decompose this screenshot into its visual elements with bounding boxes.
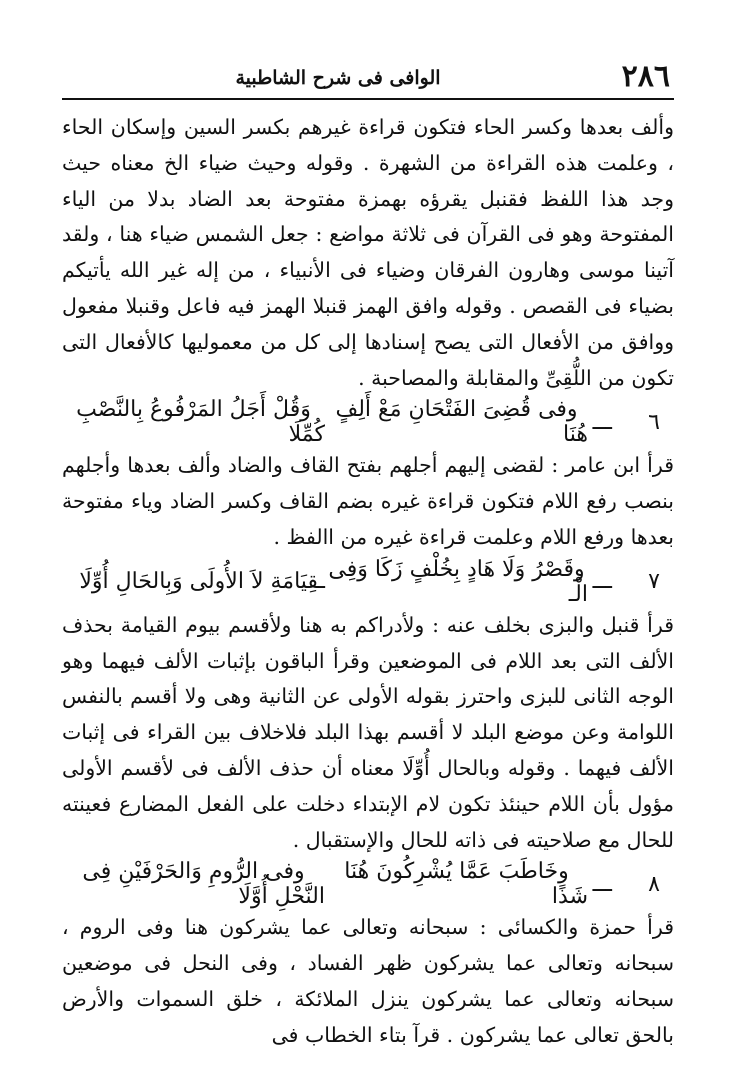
- verse-first-hemistich: وفى قُضِىَ الفَتْحَانِ مَعْ أَلِفٍ هُنَا: [335, 397, 588, 448]
- verse-number: ٦: [648, 409, 660, 435]
- commentary-paragraph: وألف بعدها وكسر الحاء فتكون قراءة غيرهم بكسر السين وإسكان الحاء ، وعلمت هذه القراءة من الشهرة . وقوله وحيث ضياء الخ معناه حيث وجد هذا اللفظ فقنبل يقرؤه بهمزة مفتوحة بعد الضاد بدلا من الياء المفتوحة وهو فى القرآن فى ثلاثة مواضع : جعل الشمس ضياء هنا ، ولقد آتينا موسى وهارون الفرقان وضياء فى الأنبياء ، من إله غير الله يأتيكم بضياء فى القصص . وقوله وافق الهمز قنبلا الهمز فيه فاعل وقنبلا مفعول ووافق من الأفعال التى يصح إسنادها إلى كل من معموليها كالأفعال التى تكون من اللُّقِىِّ والمقابلة والمصاحبة .: [62, 115, 674, 390]
- verse-second-hemistich: وَقُلْ أَجَلُ المَرْفُوعُ بِالنَّصْبِ كُمِّلَا: [76, 397, 325, 448]
- poem-verse: [62, 556, 674, 607]
- poem-verse: [62, 859, 674, 910]
- verse-first-hemistich: وخَاطَبَ عَمَّا يُشْرِكُونَ هُنَا شَذًا: [344, 859, 588, 910]
- page-header: [62, 58, 674, 100]
- verse-first-hemistich: وقَصْرُ وَلَا هَادٍ بِخُلْفٍ زَكَا وَفِى الْـ: [328, 556, 588, 607]
- commentary-paragraph: قرأ حمزة والكسائى : سبحانه وتعالى عما يشركون هنا وفى الروم ، سبحانه وتعالى عما يشركون ظهر الفساد ، وفى النحل فى موضعين سبحانه وتعالى عما يشركون ينزل الملائكة ، خلق السموات والأرض بالحق تعالى عما يشركون . قرآ بتاء الخطاب فى: [62, 915, 674, 1047]
- verse-number: ٧: [648, 569, 660, 595]
- verse-number: ٨: [648, 871, 660, 897]
- running-title: الوافى فى شرح الشاطبية: [235, 67, 441, 89]
- verse-second-hemistich: ـقِيَامَةِ لاَ الأُولَى وَبِالحَالِ أُوِّلَا: [79, 569, 325, 595]
- poem-verse: [62, 397, 674, 448]
- page-number: ٢٨٦: [621, 59, 670, 94]
- verse-dash: ـــ: [592, 569, 612, 595]
- verse-second-hemistich: وفى الرُّومِ وَالحَرْفَيْنِ فِى النَّحْلِ أُوَّلَا: [82, 859, 325, 910]
- verse-dash: ـــ: [592, 409, 612, 435]
- commentary-paragraph: قرأ قنبل والبزى بخلف عنه : ولأدراكم به هنا ولأقسم بيوم القيامة بحذف الألف التى بعد اللام فى الموضعين وقرأ الباقون بإثبات الألف فيهما وهو الوجه الثانى للبزى واحترز بقوله الأولى عن الثانية وهى ولا أقسم بالنفس اللوامة وعن موضع البلد لا أقسم بهذا البلد فلاخلاف بين القراء فى إثبات الألف فيهما . وقوله وبالحال أُوِّلَا معناه أن حذف الألف فى لأقسم الأولى مؤول بأن اللام حينئذ تكون لام الإبتداء دخلت على الفعل المضارع فعينته للحال مع صلاحيته فى ذاته للحال والإستقبال .: [62, 612, 674, 852]
- commentary-paragraph: قرأ ابن عامر : لقضى إليهم أجلهم بفتح القاف والضاد وألف بعدها وأجلهم بنصب رفع اللام فتكون قراءة غيره بضم القاف وكسر الضاد وياء مفتوحة بعدها ورفع اللام وعلمت قراءة غيره من االفظ .: [62, 453, 674, 549]
- page-body: [62, 110, 674, 1054]
- verse-dash: ـــ: [592, 871, 612, 897]
